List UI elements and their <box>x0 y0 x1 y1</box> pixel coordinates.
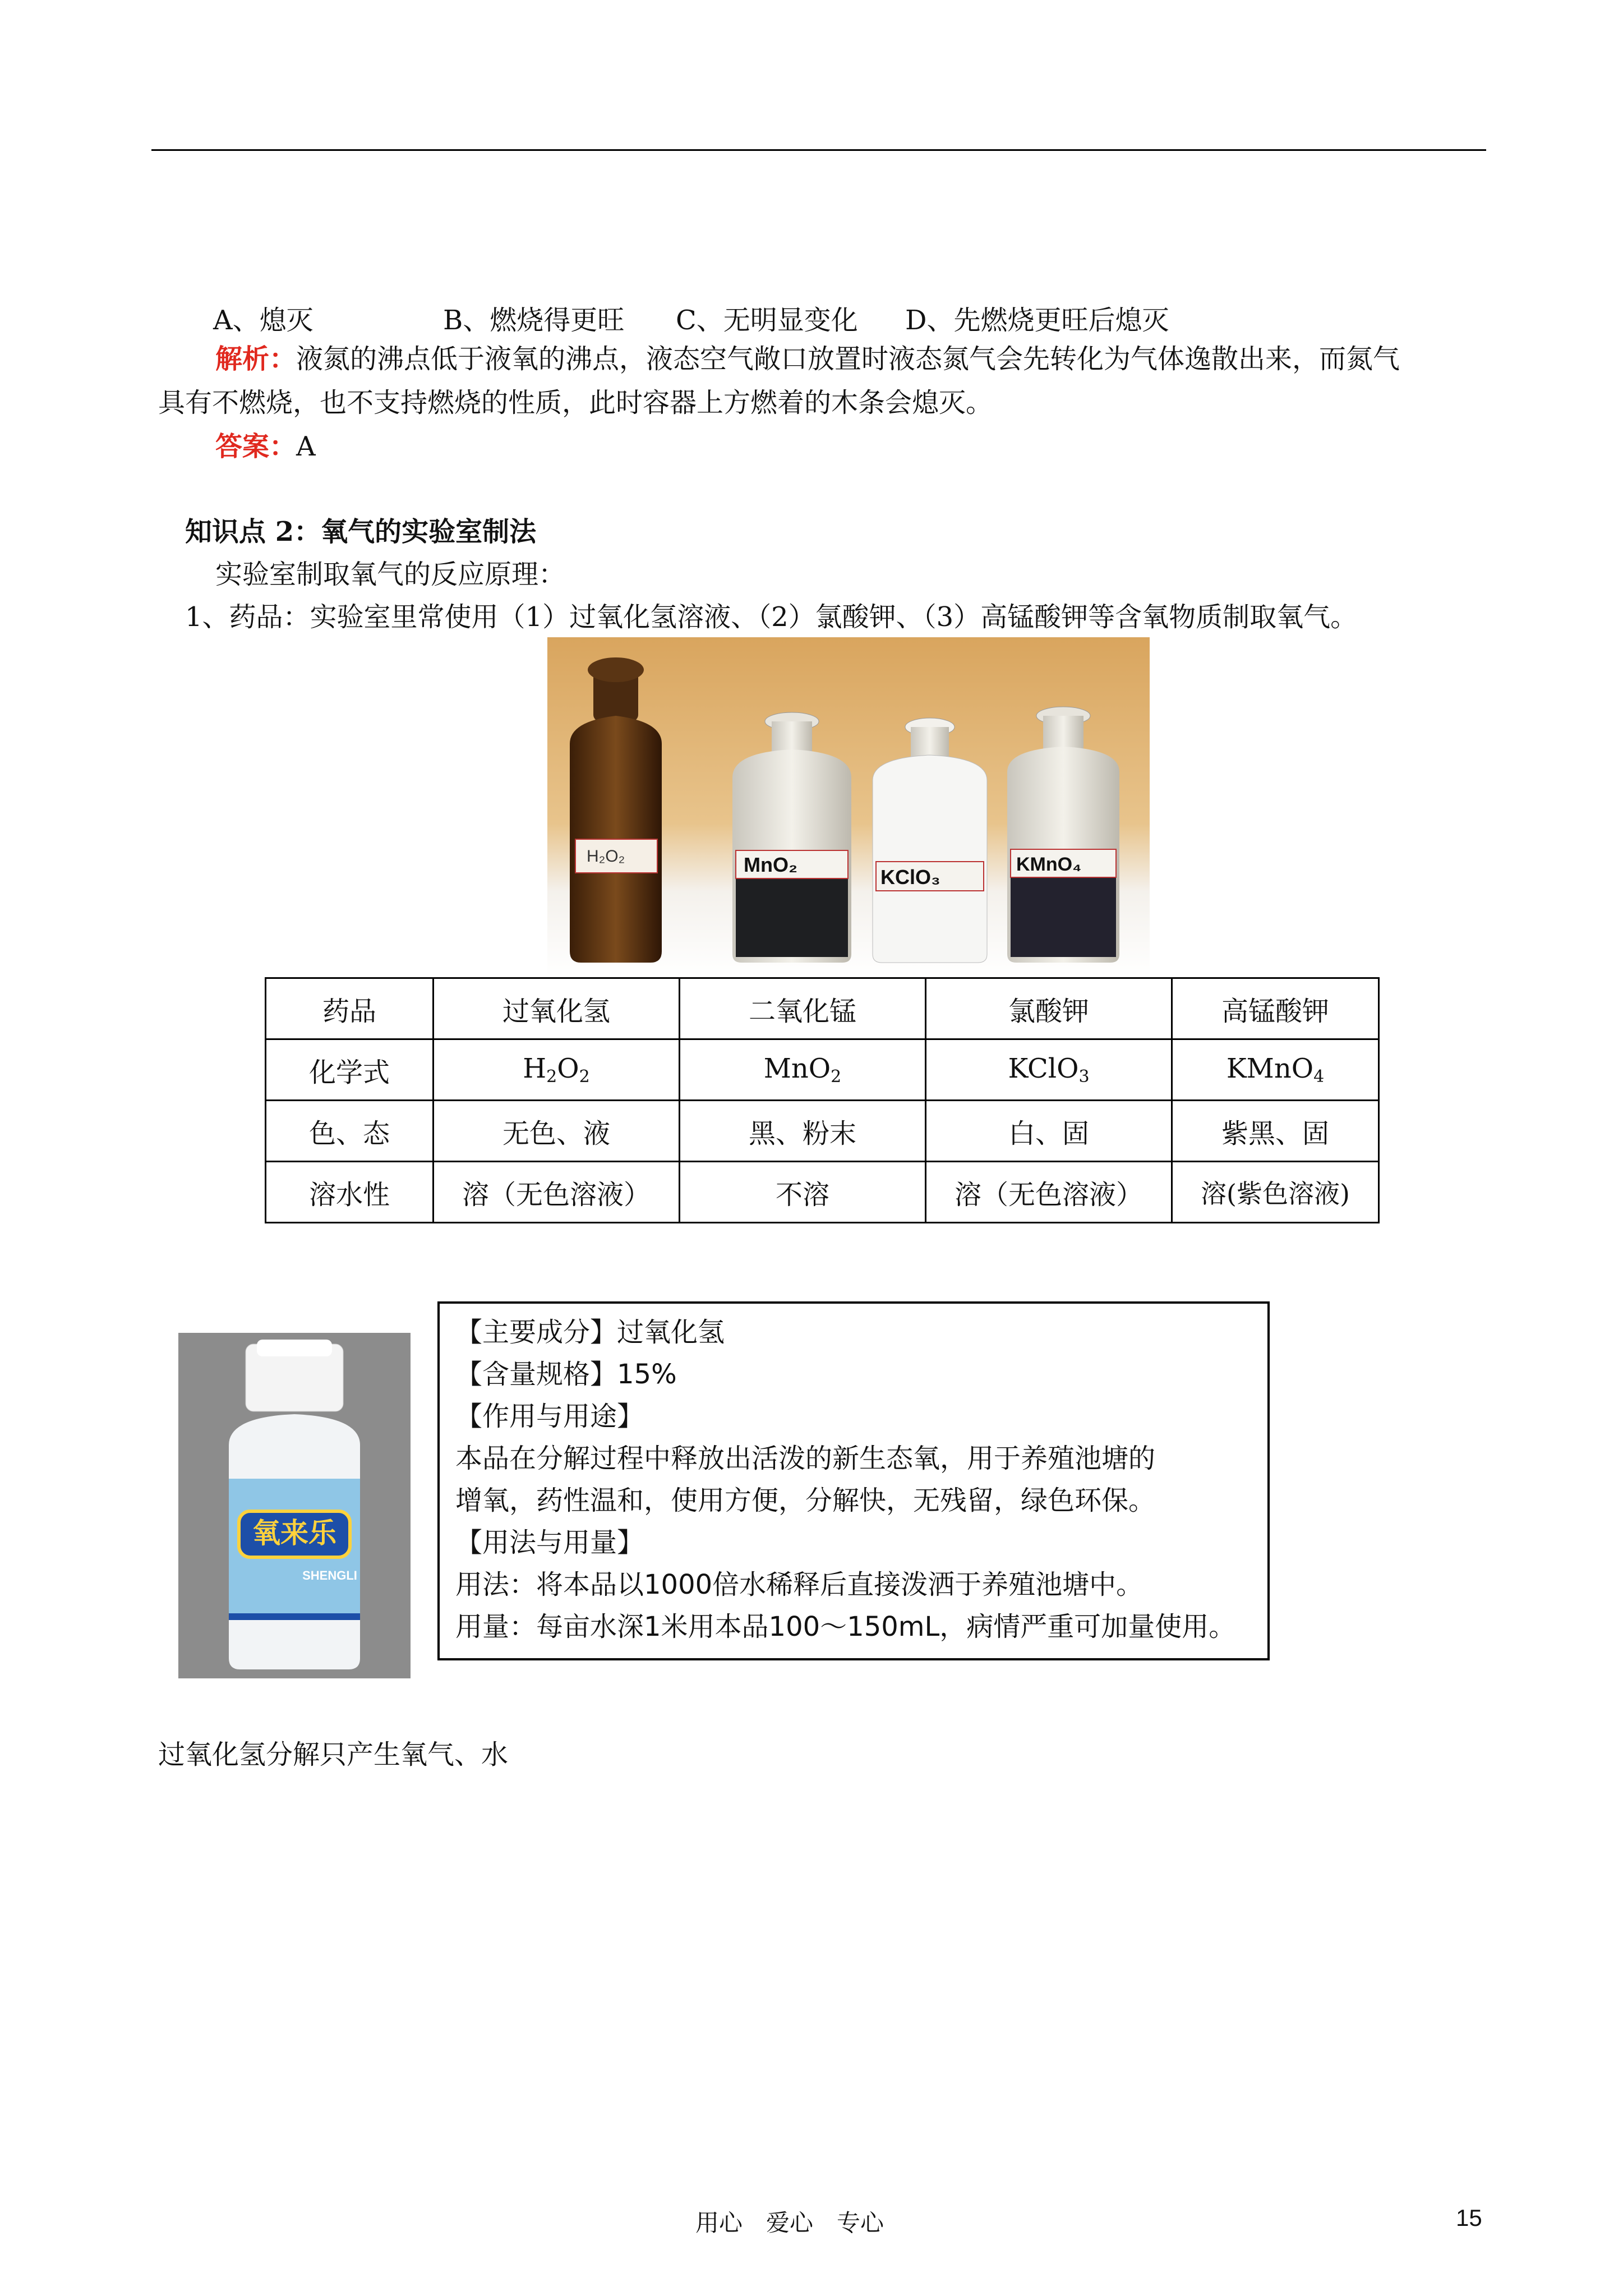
kmno4-label: KMnO₄ <box>1016 854 1082 875</box>
product-bottle-image <box>178 1333 411 1678</box>
info-line: 【用法与用量】 <box>455 1527 644 1558</box>
product-brand-en: SHENGLI <box>302 1568 357 1582</box>
product-info-box <box>437 1301 1270 1660</box>
section-intro: 实验室制取氧气的反应原理： <box>215 559 566 590</box>
option-b: B、燃烧得更旺 <box>443 305 625 336</box>
info-line: 【主要成分】过氧化氢 <box>455 1317 725 1348</box>
info-line: 用量：每亩水深1米用本品100～150mL，病情严重可加量使用。 <box>455 1611 1236 1642</box>
answer-label: 答案： <box>215 431 297 462</box>
info-line: 【作用与用途】 <box>455 1401 644 1432</box>
analysis-label: 解析： <box>215 343 297 375</box>
analysis-line1: 解析：液氮的沸点低于液氧的沸点，液态空气敞口放置时液态氮气会先转化为气体逸散出来，而氮气 <box>215 343 1400 375</box>
formula-kclo3: KClO$_3$ <box>926 1039 1172 1101</box>
info-line: 增氧，药性温和，使用方便，分解快，无残留，绿色环保。 <box>455 1485 1156 1516</box>
product-brand: 氧来乐 <box>252 1517 336 1549</box>
option-d: D、先燃烧更旺后熄灭 <box>905 305 1169 336</box>
info-line: 【含量规格】15% <box>455 1359 677 1390</box>
table-row: 化学式 $H_2O_2$ MnO$_2$ KClO$_3$ KMnO$_4$ <box>266 1039 1379 1101</box>
conclusion-text: 过氧化氢分解只产生氧气、水 <box>158 1739 509 1770</box>
h2o2-label: H₂O₂ <box>587 847 625 866</box>
answer-value: A <box>296 431 316 462</box>
table-row: 溶水性 溶（无色溶液） 不溶 溶（无色溶液） 溶(紫色溶液) <box>266 1162 1379 1223</box>
table-row: 药品 过氧化氢 二氧化锰 氯酸钾 高锰酸钾 <box>266 978 1379 1039</box>
answer-line <box>215 430 316 463</box>
reagent-table <box>265 977 1380 1223</box>
formula-kmno4: KMnO$_4$ <box>1172 1039 1379 1101</box>
section-title: 知识点 2：氧气的实验室制法 <box>185 516 537 547</box>
formula-h2o2: $H_2O_2$ <box>434 1039 680 1101</box>
info-line: 用法：将本品以1000倍水稀释后直接泼洒于养殖池塘中。 <box>455 1569 1144 1600</box>
header-rule <box>151 149 1486 151</box>
kclo3-label: KClO₃ <box>880 866 940 889</box>
reagent-bottles-photo <box>547 637 1150 976</box>
option-c: C、无明显变化 <box>676 305 858 336</box>
section-item1: 1、药品：实验室里常使用（1）过氧化氢溶液、（2）氯酸钾、（3）高锰酸钾等含氧物质制取氧气。 <box>185 601 1358 633</box>
footer-motto: 用心 爱心 专心 <box>695 2209 884 2237</box>
option-a: A、熄灭 <box>213 305 313 336</box>
info-line: 本品在分解过程中释放出活泼的新生态氧，用于养殖池塘的 <box>455 1443 1156 1474</box>
mno2-label: MnO₂ <box>744 853 797 876</box>
analysis-line2: 具有不燃烧，也不支持燃烧的性质，此时容器上方燃着的木条会熄灭。 <box>158 387 993 418</box>
formula-mno2: MnO$_2$ <box>680 1039 926 1101</box>
table-row: 色、态 无色、液 黑、粉末 白、固 紫黑、固 <box>266 1101 1379 1162</box>
page-number: 15 <box>1456 2205 1482 2231</box>
